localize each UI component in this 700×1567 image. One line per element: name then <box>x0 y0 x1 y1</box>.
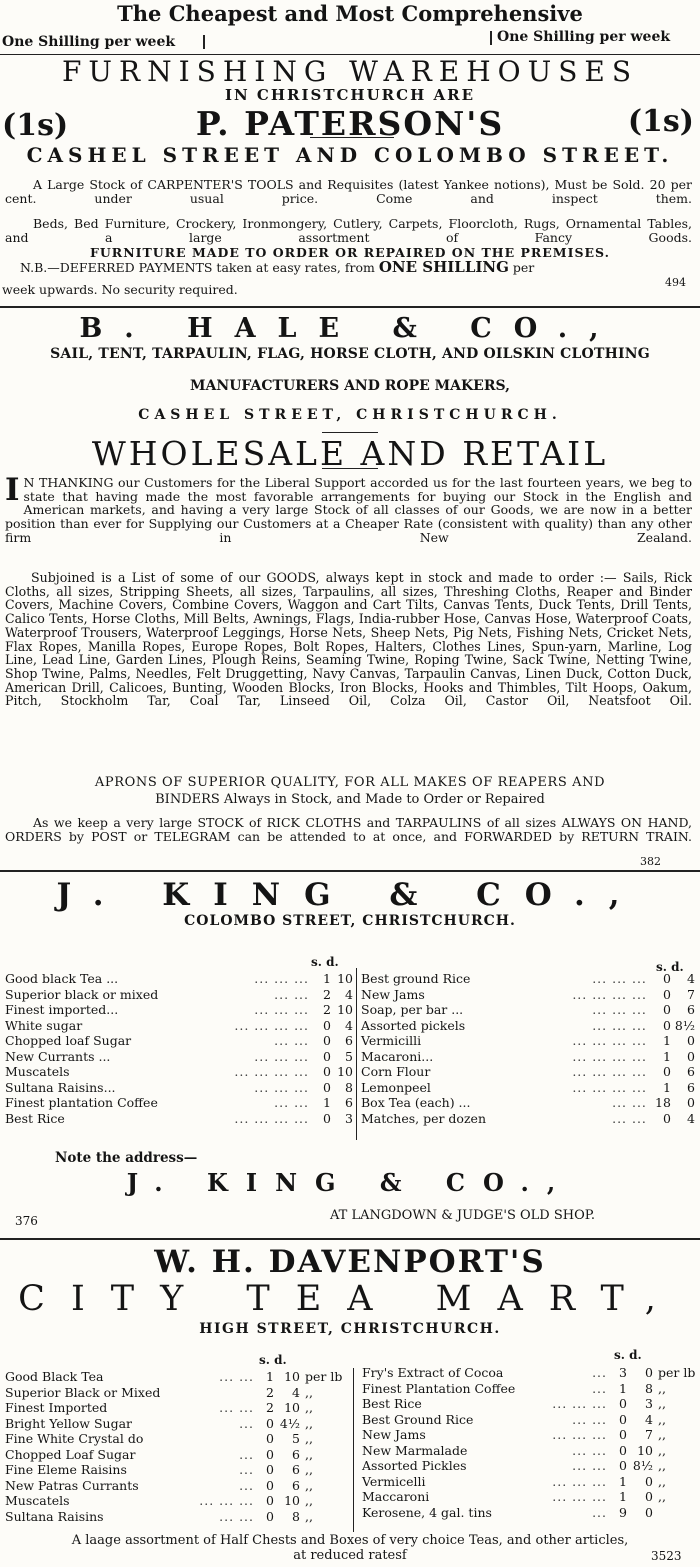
price-leader: ... ... ... ... <box>572 1079 647 1095</box>
price-pence: 6 <box>687 1079 695 1095</box>
price-pence: 4 <box>645 1411 653 1427</box>
price-item: New Currants ... <box>5 1048 111 1064</box>
king-right-rows <box>361 971 695 1126</box>
price-row <box>5 1493 345 1509</box>
price-row <box>5 1049 353 1065</box>
price-shillings: 0 <box>619 1458 627 1473</box>
price-leader: ... ... ... <box>592 971 647 986</box>
price-row <box>5 1369 345 1385</box>
price-item: Macaroni... <box>361 1048 434 1064</box>
price-row <box>5 1431 345 1447</box>
price-leader <box>188 1385 260 1401</box>
king-address: COLOMBO STREET, CHRISTCHURCH. <box>184 913 516 929</box>
price-row <box>361 971 695 987</box>
davenport-footer-line-1: A laage assortment of Half Chests and Boxes of very choice Teas, and other articles, <box>71 1533 629 1548</box>
davenport-ref-number: 3523 <box>651 1549 682 1563</box>
price-item: Kerosene, 4 gal. tins <box>362 1504 492 1520</box>
price-shillings: 0 <box>323 1017 331 1033</box>
price-shillings: 0 <box>266 1462 274 1477</box>
price-unit: ,, <box>658 1427 666 1442</box>
price-leader: ... ... ... ... <box>234 1064 309 1079</box>
price-row <box>5 1095 353 1111</box>
king-shop-line: AT LANGDOWN & JUDGE'S OLD SHOP. <box>330 1208 595 1223</box>
price-unit: ,, <box>305 1462 313 1477</box>
price-row <box>5 1002 353 1018</box>
price-pence: 4½ <box>279 1415 300 1431</box>
price-pence: 6 <box>345 1033 353 1048</box>
price-leader: ... ... ... ... <box>572 1048 647 1064</box>
price-shillings: 0 <box>266 1431 274 1446</box>
price-pence: 0 <box>687 1033 695 1048</box>
king-right-header <box>656 960 684 974</box>
price-row <box>5 1447 345 1463</box>
price-shillings: 1 <box>662 1033 671 1048</box>
price-leader: ... ... ... <box>254 1079 309 1095</box>
price-row <box>5 1080 353 1096</box>
king-ref-number: 376 <box>15 1214 38 1228</box>
king-left-header <box>311 955 339 969</box>
price-item: New Jams <box>362 1427 426 1442</box>
price-item: Superior Black or Mixed <box>5 1384 161 1400</box>
hale-trades-line: SAIL, TENT, TARPAULIN, FLAG, HORSE CLOTH, AND OILSKIN CLOTHING <box>50 346 650 362</box>
paterson-price-left: (1s) <box>2 108 69 143</box>
price-pence: 0 <box>687 1048 695 1064</box>
davenport-footer-line-2: at reduced ratesf <box>293 1548 407 1563</box>
price-leader: ... ... ... ... <box>572 1033 647 1048</box>
price-pence: 0 <box>645 1489 653 1504</box>
price-leader: ... ... <box>274 1033 309 1048</box>
king-note-address: Note the address— <box>55 1150 198 1166</box>
price-item: Chopped loaf Sugar <box>5 1033 132 1048</box>
davenport-right-header <box>614 1348 642 1362</box>
price-row <box>361 1095 695 1111</box>
price-row <box>5 1385 345 1401</box>
price-item: Soap, per bar ... <box>361 1002 464 1017</box>
paterson-per: per <box>512 260 535 275</box>
price-pence: 0 <box>645 1473 653 1489</box>
king-name-repeat: J. KING & CO., <box>126 1168 574 1197</box>
price-leader: ... <box>592 1380 607 1396</box>
paterson-subtitle: IN CHRISTCHURCH ARE <box>224 86 476 104</box>
paterson-tag-right: One Shilling per week <box>497 29 671 45</box>
price-pence: 8 <box>345 1079 353 1095</box>
paterson-price-right: (1s) <box>627 104 694 139</box>
price-leader: ... <box>592 1504 607 1520</box>
davenport-title: CITY TEA MART, <box>18 1279 682 1319</box>
price-shillings: 0 <box>266 1493 274 1508</box>
price-item: Good Black Tea <box>5 1369 104 1384</box>
price-leader: ... ... ... <box>254 971 309 986</box>
price-leader: ... ... <box>612 1110 647 1126</box>
davenport-left-hdr-d: d. <box>274 1353 287 1367</box>
price-shillings: 0 <box>619 1442 627 1458</box>
price-item: Assorted pickels <box>361 1017 466 1033</box>
price-leader: ... <box>239 1462 254 1477</box>
price-row <box>5 1478 345 1494</box>
price-pence: 3 <box>645 1396 653 1411</box>
price-item: Fine Eleme Raisins <box>5 1462 127 1477</box>
price-row <box>5 1416 345 1432</box>
davenport-left-hdr-s: s. <box>259 1353 270 1367</box>
price-row <box>361 987 695 1003</box>
price-leader: ... ... <box>572 1442 607 1458</box>
price-unit: ,, <box>658 1442 666 1458</box>
price-shillings: 0 <box>323 1064 331 1079</box>
hale-goods-paragraph <box>5 571 692 722</box>
price-pence: 10 <box>284 1400 300 1415</box>
hale-ref-number: 382 <box>640 855 661 868</box>
price-shillings: 0 <box>266 1508 274 1524</box>
price-unit: ,, <box>305 1400 313 1415</box>
hale-stock-paragraph <box>5 816 692 857</box>
paterson-name: P. PATERSON'S <box>195 104 505 143</box>
price-pence: 10 <box>284 1369 300 1384</box>
davenport-name: W. H. DAVENPORT'S <box>154 1244 546 1280</box>
paterson-headline: The Cheapest and Most Comprehensive <box>117 1 583 26</box>
king-price-list-left <box>5 971 353 1126</box>
price-row <box>362 1505 698 1521</box>
price-pence: 4 <box>292 1384 300 1400</box>
price-item: Best ground Rice <box>361 971 471 986</box>
price-unit: ,, <box>305 1508 313 1524</box>
price-item: New Marmalade <box>362 1442 468 1458</box>
paterson-title: FURNISHING WAREHOUSES <box>62 55 638 88</box>
price-unit: ,, <box>305 1493 313 1508</box>
price-leader: ... ... ... <box>552 1427 607 1442</box>
price-row <box>5 971 353 987</box>
price-shillings: 1 <box>323 971 331 986</box>
price-leader: ... <box>239 1415 254 1431</box>
price-pence: 8 <box>645 1380 653 1396</box>
price-pence: 10 <box>637 1442 653 1458</box>
hale-aprons-line-1: APRONS OF SUPERIOR QUALITY, FOR ALL MAKES OF REAPERS AND <box>94 775 606 790</box>
price-item: Superior black or mixed <box>5 986 159 1002</box>
price-item: Maccaroni <box>362 1489 430 1504</box>
paterson-tools-paragraph <box>5 178 692 219</box>
hale-dropcap: I <box>5 472 20 508</box>
price-leader: ... ... ... ... <box>234 1110 309 1126</box>
price-shillings: 0 <box>323 1048 331 1064</box>
price-item: Matches, per dozen <box>361 1110 486 1126</box>
king-name: J. KING & CO., <box>56 877 644 913</box>
price-leader: ... ... <box>572 1458 607 1473</box>
paterson-furniture-line: FURNITURE MADE TO ORDER OR REPAIRED ON THE PREMISES. <box>90 245 610 260</box>
price-pence: 8½ <box>632 1458 653 1473</box>
price-item: Sultana Raisins <box>5 1508 104 1524</box>
price-leader: ... ... <box>219 1400 254 1415</box>
price-pence: 4 <box>687 971 695 986</box>
king-left-hdr-s: s. <box>311 955 322 969</box>
paterson-payments-text: N.B.—DEFERRED PAYMENTS taken at easy rates, from <box>20 260 375 275</box>
price-item: Best Rice <box>362 1396 422 1411</box>
king-right-hdr-d: d. <box>671 960 684 974</box>
price-pence: 6 <box>292 1446 300 1462</box>
paterson-one-shilling: ONE SHILLING <box>378 258 509 276</box>
price-item: New Jams <box>361 986 425 1002</box>
hale-advertisement <box>0 308 700 868</box>
paterson-advertisement <box>0 0 700 302</box>
price-leader: ... ... ... <box>552 1396 607 1411</box>
davenport-right-hdr-d: d. <box>629 1348 642 1362</box>
price-leader: ... ... ... <box>199 1493 254 1508</box>
price-unit: per lb <box>658 1365 696 1380</box>
price-shillings: 0 <box>266 1415 274 1431</box>
price-unit: ,, <box>658 1411 666 1427</box>
price-shillings: 1 <box>619 1380 627 1396</box>
price-item: Finest Plantation Coffee <box>362 1380 516 1396</box>
price-item: Vermicelli <box>362 1473 426 1489</box>
price-pence: 4 <box>345 986 353 1002</box>
price-pence: 10 <box>337 1002 353 1017</box>
king-price-list-right <box>361 971 695 1126</box>
price-row <box>362 1412 698 1428</box>
price-shillings: 0 <box>662 1002 671 1017</box>
price-item: Assorted Pickles <box>362 1458 467 1473</box>
price-pence: 0 <box>645 1365 653 1380</box>
price-pence: 6 <box>292 1462 300 1477</box>
price-item: Lemonpeel <box>361 1079 431 1095</box>
hale-stock-text: As we keep a very large STOCK of RICK CLOTHS and TARPAULINS of all sizes ALWAYS ON HAND, ORDERS by POST or TELEGRAM can be attended to at once, and FORWARDED by RETURN TRAIN. <box>5 815 692 844</box>
price-item: Box Tea (each) ... <box>361 1095 471 1110</box>
price-item: Finest Imported <box>5 1400 108 1415</box>
king-advertisement <box>0 872 700 1236</box>
price-item: Chopped Loaf Sugar <box>5 1446 136 1462</box>
price-unit: ,, <box>305 1415 313 1431</box>
price-shillings: 0 <box>619 1396 627 1411</box>
davenport-left-rows <box>5 1369 345 1524</box>
price-item: Muscatels <box>5 1064 70 1079</box>
price-unit: ,, <box>305 1431 313 1446</box>
price-item: Best Ground Rice <box>362 1411 474 1427</box>
price-row <box>361 1033 695 1049</box>
price-pence: 10 <box>337 1064 353 1079</box>
price-row <box>361 1049 695 1065</box>
price-pence: 0 <box>687 1095 695 1110</box>
price-leader: ... ... <box>572 1411 607 1427</box>
price-leader: ... ... <box>274 986 309 1002</box>
paterson-payments-end: week upwards. No security required. <box>2 282 238 297</box>
price-unit: ,, <box>305 1477 313 1493</box>
price-leader: ... ... ... ... <box>572 986 647 1002</box>
price-pence: 7 <box>687 986 695 1002</box>
price-shillings: 2 <box>323 1002 331 1017</box>
price-leader: ... ... ... <box>254 1002 309 1017</box>
price-pence: 6 <box>687 1064 695 1079</box>
price-row <box>361 1002 695 1018</box>
davenport-advertisement <box>0 1240 700 1567</box>
price-shillings: 0 <box>323 1079 331 1095</box>
king-right-hdr-s: s. <box>656 960 667 974</box>
paterson-tag-left: One Shilling per week <box>2 34 176 50</box>
price-item: New Patras Currants <box>5 1477 139 1493</box>
price-pence: 8½ <box>674 1017 695 1033</box>
price-row <box>362 1489 698 1505</box>
paterson-tools-text: A Large Stock of CARPENTER'S TOOLS and Requisites (latest Yankee notions), Must be Sold. 20 per cent. under usual price. Come and inspect them. <box>5 177 692 206</box>
price-item: Sultana Raisins... <box>5 1079 116 1095</box>
price-row <box>362 1474 698 1490</box>
price-leader: ... ... ... <box>552 1473 607 1489</box>
price-row <box>362 1427 698 1443</box>
price-shillings: 9 <box>619 1504 627 1520</box>
price-shillings: 1 <box>323 1095 331 1110</box>
price-shillings: 1 <box>662 1048 671 1064</box>
price-unit: ,, <box>658 1489 666 1504</box>
price-item: White sugar <box>5 1017 83 1033</box>
paterson-address: CASHEL STREET AND COLOMBO STREET. <box>26 143 674 167</box>
price-unit: ,, <box>658 1458 666 1473</box>
paterson-goods-text: Beds, Bed Furniture, Crockery, Ironmongery, Cutlery, Carpets, Floorcloth, Rugs, Ornamental Tables, and a large assortment of Fancy Goods. <box>5 216 692 245</box>
price-shillings: 0 <box>323 1033 331 1048</box>
price-row <box>361 1080 695 1096</box>
price-leader: ... ... <box>274 1095 309 1110</box>
price-unit: per lb <box>305 1369 343 1384</box>
price-shillings: 0 <box>266 1446 274 1462</box>
price-shillings: 2 <box>323 986 331 1002</box>
hale-address: CASHEL STREET, CHRISTCHURCH. <box>138 407 562 423</box>
price-row <box>361 1064 695 1080</box>
price-item: Bright Yellow Sugar <box>5 1415 133 1431</box>
price-row <box>5 1462 345 1478</box>
davenport-address: HIGH STREET, CHRISTCHURCH. <box>199 1321 501 1337</box>
price-unit: ,, <box>658 1396 666 1411</box>
davenport-left-header <box>259 1353 287 1367</box>
davenport-right-hdr-s: s. <box>614 1348 625 1362</box>
king-left-rows <box>5 971 353 1126</box>
hale-manufacturers-line: MANUFACTURERS AND ROPE MAKERS, <box>190 378 510 394</box>
price-row <box>5 1033 353 1049</box>
king-left-hdr-d: d. <box>326 955 339 969</box>
price-row <box>362 1365 698 1381</box>
price-leader: ... ... ... <box>592 1002 647 1017</box>
price-shillings: 0 <box>662 1110 671 1126</box>
price-leader: ... ... ... ... <box>572 1064 647 1079</box>
price-pence: 4 <box>345 1017 353 1033</box>
price-unit <box>653 1505 698 1521</box>
price-shillings: 1 <box>266 1369 274 1384</box>
price-pence: 6 <box>292 1477 300 1493</box>
hale-aprons-line-2: BINDERS Always in Stock, and Made to Order or Repaired <box>155 792 545 807</box>
price-shillings: 18 <box>655 1095 671 1110</box>
price-item: Good black Tea ... <box>5 971 119 986</box>
price-pence: 0 <box>645 1504 653 1520</box>
paterson-payments-line <box>20 259 534 276</box>
price-shillings: 3 <box>619 1365 627 1380</box>
price-pence: 5 <box>292 1431 300 1446</box>
price-shillings: 0 <box>266 1477 274 1493</box>
price-shillings: 0 <box>662 986 671 1002</box>
price-pence: 8 <box>292 1508 300 1524</box>
price-shillings: 1 <box>619 1473 627 1489</box>
price-row <box>5 987 353 1003</box>
price-shillings: 1 <box>662 1079 671 1095</box>
price-shillings: 0 <box>619 1427 627 1442</box>
price-unit: ,, <box>658 1473 666 1489</box>
price-row <box>5 1400 345 1416</box>
price-pence: 6 <box>687 1002 695 1017</box>
davenport-price-list-right <box>362 1365 698 1520</box>
price-item: Fine White Crystal do <box>5 1431 144 1446</box>
price-pence: 5 <box>345 1048 353 1064</box>
price-leader: ... ... ... <box>254 1048 309 1064</box>
price-row <box>5 1064 353 1080</box>
price-shillings: 2 <box>266 1400 274 1415</box>
price-unit: ,, <box>658 1380 666 1396</box>
price-shillings: 0 <box>662 1017 671 1033</box>
price-item: Muscatels <box>5 1493 70 1508</box>
price-leader: ... <box>592 1365 607 1380</box>
price-item: Fry's Extract of Cocoa <box>362 1365 504 1380</box>
price-row <box>5 1111 353 1127</box>
price-row <box>362 1443 698 1459</box>
price-item: Finest plantation Coffee <box>5 1095 158 1110</box>
davenport-price-list-left <box>5 1369 345 1524</box>
hale-goods-text: Subjoined is a List of some of our GOODS, always kept in stock and made to order :— Sails, Rick Cloths, all sizes, Stripping Sheets, all sizes, Tarpaulins, all sizes, Threshing Cloths, Reaper and Binder Covers, Machine Covers, Combine Covers, Waggon and Cart Tilts, Canvas Tents, Duck Tents, Drill Tents, Calico Tents, Horse Cloths, Mill Belts, Awnings, Flags, India-rubber Hose, Canvas Hose, Waterproof Coats, Waterproof Trousers, Waterproof Leggings, Horse Nets, Sheep Nets, Pig Nets, Fishing Nets, Cricket Nets, Flax Ropes, Manilla Ropes, Europe Ropes, Bolt Ropes, Halters, Clothes Lines, Spun-yarn, Marline, Log Line, Lead Line, Garden Lines, Plough Reins, Seaming Twine, Roping Twine, Sack Twine, Netting Twine, Shop Twine, Palms, Needles, Felt Druggetting, Navy Canvas, Tarpaulin Canvas, Linen Duck, Cotton Duck, American Drill, Calicoes, Bunting, Wooden Blocks, Iron Blocks, Hooks and Thimbles, Tilt Hoops, Oakum, Pitch, Stockholm Tar, Coal Tar, Linseed Oil, Colza Oil, Castor Oil, Neatsfoot Oil. <box>5 570 692 709</box>
price-pence: 7 <box>645 1427 653 1442</box>
price-shillings: 0 <box>662 1064 671 1079</box>
price-item: Corn Flour <box>361 1064 431 1079</box>
price-pence: 3 <box>345 1110 353 1126</box>
price-shillings: 2 <box>266 1384 274 1400</box>
hale-intro-text: N THANKING our Customers for the Liberal Support accorded us for the last fourteen years, we beg to state that having made the most favorable arrangements for buying our Stock in the English and American markets, and having a very large Stock of all classes of our Goods, we are now in a better position than ever for Supplying our Customers at a Cheaper Rate (consistent with quality) than any other firm in New Zealand. <box>5 475 692 545</box>
price-row <box>362 1458 698 1474</box>
price-shillings: 0 <box>619 1411 627 1427</box>
price-row <box>362 1381 698 1397</box>
price-shillings: 0 <box>662 971 671 986</box>
price-leader: ... ... ... <box>552 1489 607 1504</box>
price-leader: ... ... <box>612 1095 647 1110</box>
price-leader: ... <box>239 1477 254 1493</box>
price-unit: ,, <box>305 1384 313 1400</box>
price-row <box>362 1396 698 1412</box>
price-unit: ,, <box>305 1446 313 1462</box>
price-leader: ... ... <box>219 1508 254 1524</box>
price-row <box>5 1018 353 1034</box>
paterson-ref-number: 494 <box>665 276 686 289</box>
price-leader <box>188 1431 260 1447</box>
price-pence: 10 <box>284 1493 300 1508</box>
price-leader: ... ... ... ... <box>234 1017 309 1033</box>
price-leader: ... <box>239 1446 254 1462</box>
price-pence: 10 <box>337 971 353 986</box>
price-item: Vermicilli <box>361 1033 422 1048</box>
price-pence: 6 <box>345 1095 353 1110</box>
price-item: Finest imported... <box>5 1002 119 1017</box>
price-leader: ... ... ... <box>592 1017 647 1033</box>
price-leader: ... ... <box>219 1369 254 1384</box>
price-shillings: 0 <box>323 1110 331 1126</box>
davenport-column-divider <box>353 1368 354 1532</box>
davenport-right-rows <box>362 1365 698 1520</box>
price-row <box>5 1509 345 1525</box>
hale-intro-paragraph <box>5 472 692 558</box>
hale-wholesale-title: WHOLESALE AND RETAIL <box>91 434 609 473</box>
hale-name: B. HALE & CO., <box>79 313 621 344</box>
price-row <box>361 1018 695 1034</box>
price-row <box>361 1111 695 1127</box>
price-shillings: 1 <box>619 1489 627 1504</box>
king-column-divider <box>356 968 357 1140</box>
price-pence: 4 <box>687 1110 695 1126</box>
price-item: Best Rice <box>5 1110 65 1126</box>
